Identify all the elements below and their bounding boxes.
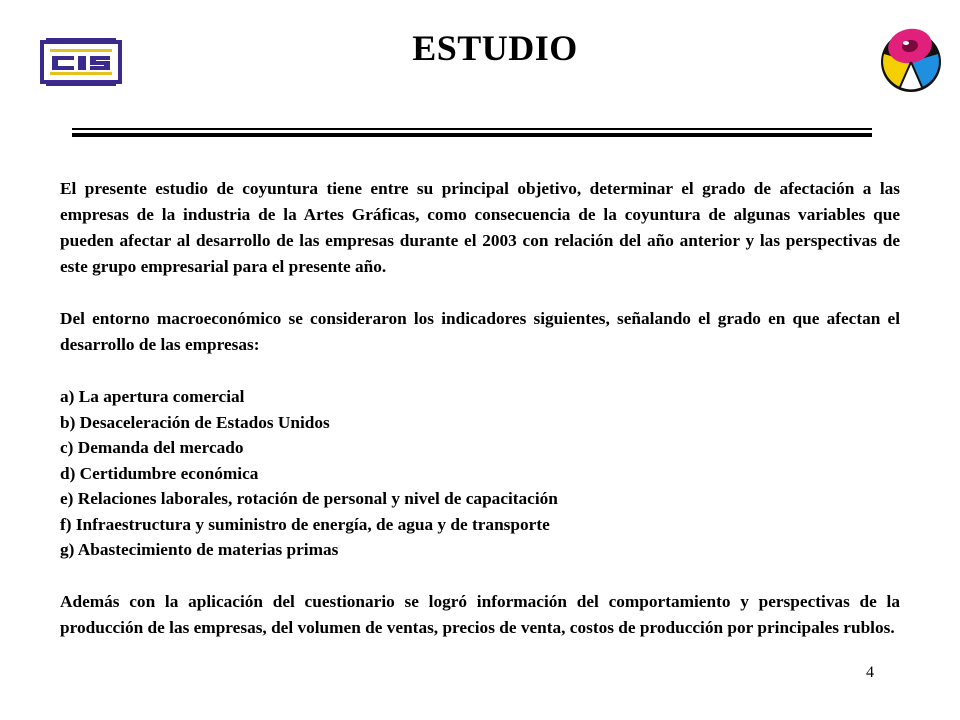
tricolor-circle-logo-icon bbox=[876, 24, 946, 96]
list-item: d) Certidumbre económica bbox=[60, 463, 259, 483]
page-number: 4 bbox=[866, 664, 874, 681]
list-item: g) Abastecimiento de materias primas bbox=[60, 540, 339, 559]
list-item: b) Desaceleración de Estados Unidos bbox=[60, 412, 330, 432]
intro-paragraph: El presente estudio de coyuntura tiene entre su principal objetivo, determinar el grado de afectación a las empresas de la industria de la Artes Gráficas, como consecuencia de la coyuntura de algunas variables que pueden afectar al desarrollo de las empresas durante el 2003 con relación del año anterior y las perspectivas de este grupo empresarial para el presente año. bbox=[60, 179, 900, 276]
list-item: a) La apertura comercial bbox=[60, 387, 245, 406]
indicators-intro-paragraph: Del entorno macroeconómico se consideraron los indicadores siguientes, señalando el grado en que afectan el desarrollo de las empresas: bbox=[60, 309, 900, 354]
slide-body bbox=[60, 176, 900, 667]
title-divider bbox=[72, 128, 872, 138]
page-title: ESTUDIO bbox=[412, 28, 578, 68]
indicators-list bbox=[60, 384, 900, 563]
list-item: e) Relaciones laborales, rotación de personal y nivel de capacitación bbox=[60, 489, 558, 508]
list-item: f) Infraestructura y suministro de energía, de agua y de transporte bbox=[60, 514, 550, 534]
closing-paragraph: Además con la aplicación del cuestionario se logró información del comportamiento y perspectivas de la producción de las empresas, del volumen de ventas, precios de venta, costos de producción por principales rublos. bbox=[60, 591, 900, 637]
list-item: c) Demanda del mercado bbox=[60, 438, 244, 457]
